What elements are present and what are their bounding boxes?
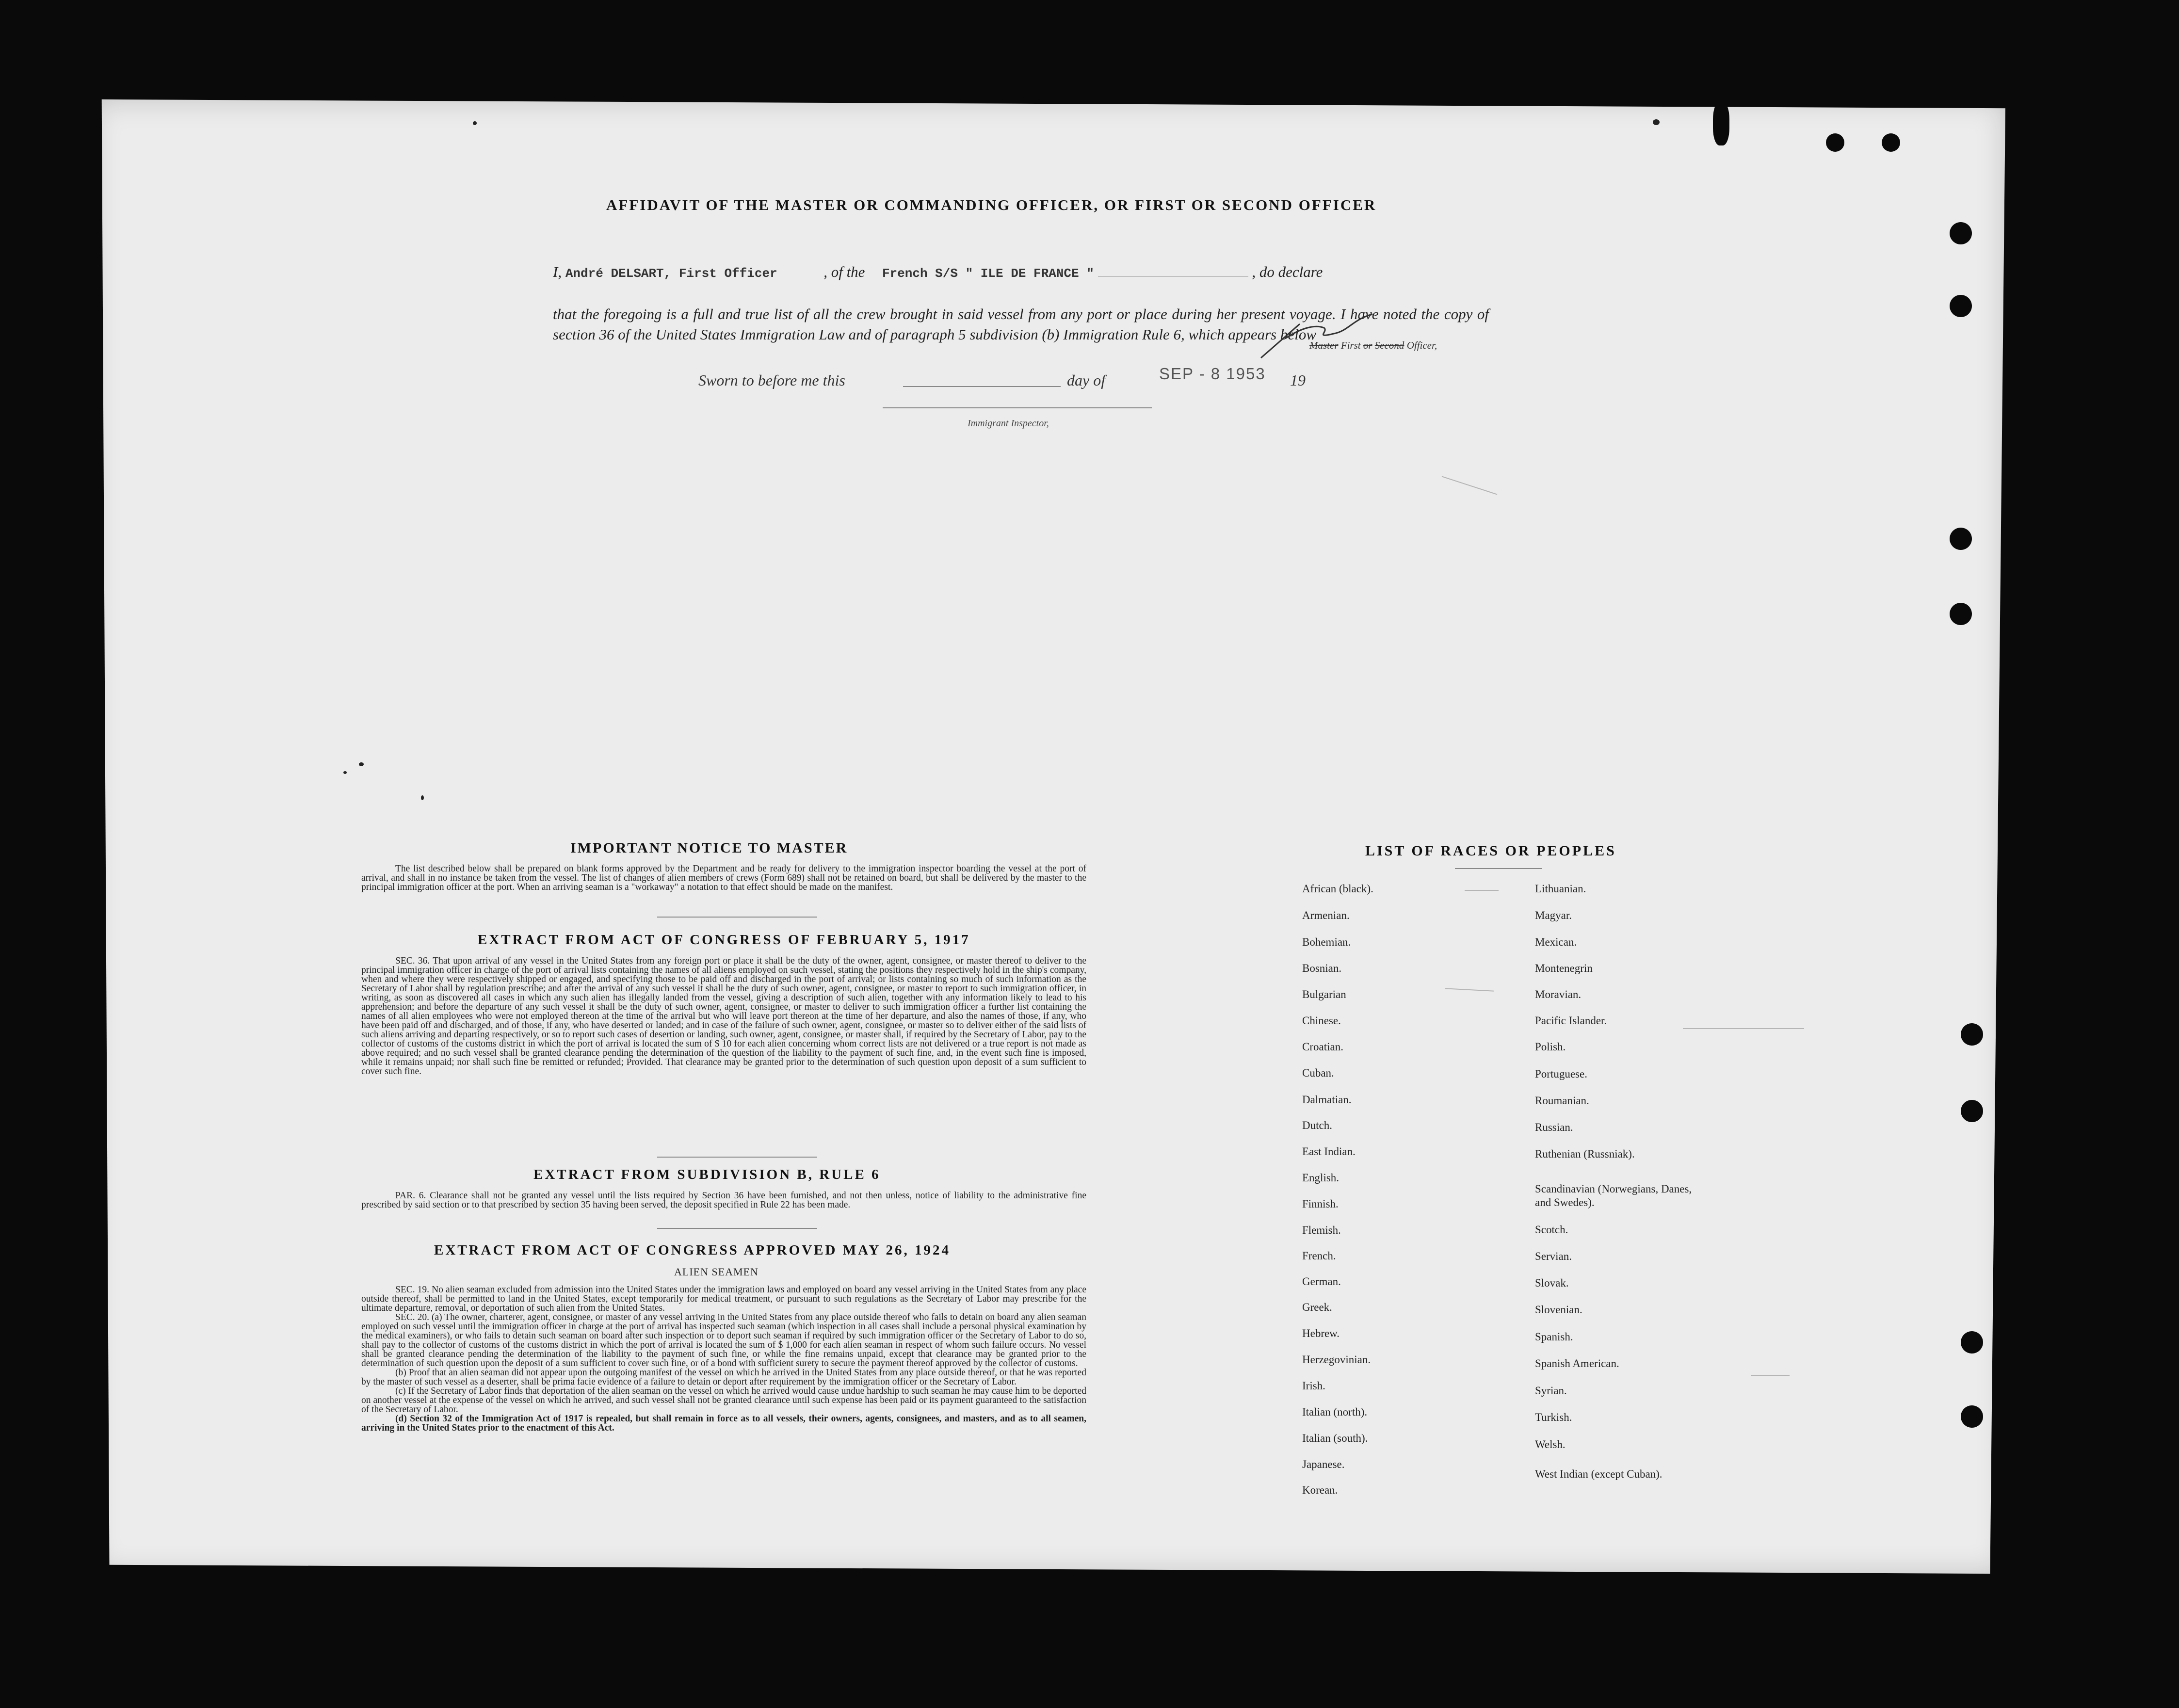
extract3-heading: EXTRACT FROM ACT OF CONGRESS APPROVED MAY 26, 1924 — [434, 1242, 951, 1258]
notice-heading: IMPORTANT NOTICE TO MASTER — [570, 840, 848, 856]
race-item: Polish. — [1535, 1041, 1566, 1053]
inspector-label: Immigrant Inspector, — [968, 418, 1049, 429]
officer-signature — [1256, 305, 1402, 363]
affidavit-i-label: I, — [553, 263, 562, 280]
races-rule — [1455, 868, 1542, 869]
race-item: Spanish American. — [1535, 1357, 1619, 1370]
races-heading: LIST OF RACES OR PEOPLES — [1365, 843, 1616, 859]
punch-hole-6 — [1950, 603, 1972, 625]
speck — [343, 771, 347, 774]
officer-title-line — [1309, 339, 1489, 352]
race-item: Greek. — [1302, 1301, 1332, 1313]
extract1-rule — [657, 1157, 817, 1158]
race-item: Bulgarian — [1302, 988, 1346, 1000]
punch-hole-9 — [1961, 1331, 1983, 1354]
officer-name: André DELSART, First Officer — [565, 266, 777, 281]
race-item: Pacific Islander. — [1535, 1015, 1607, 1027]
race-item: Bosnian. — [1302, 962, 1342, 974]
race-item: Servian. — [1535, 1250, 1572, 1262]
extract3-sec20c: (c) If the Secretary of Labor finds that deportation of the alien seaman on the vessel on which he arrived would cause undue hardship to such seaman he may cause him to be deported on another vessel at the expense of the vessel on which he arrived, and such vessel shall not be granted clearance until such expense has been paid or its payment guaranteed to the satisfaction of the Secretary of Labor. — [361, 1386, 1086, 1415]
faint-mark — [1683, 1028, 1804, 1029]
punch-hole-8 — [1961, 1100, 1983, 1122]
race-item: Moravian. — [1535, 988, 1582, 1000]
inspector-rule — [883, 407, 1152, 408]
race-item: Roumanian. — [1535, 1095, 1589, 1107]
speck — [421, 795, 424, 800]
vessel-name: French S/S " ILE DE FRANCE " — [882, 266, 1094, 281]
punch-hole-2 — [1882, 133, 1900, 152]
race-item: Chinese. — [1302, 1015, 1341, 1027]
race-item: French. — [1302, 1250, 1336, 1262]
race-item: Slovak. — [1535, 1277, 1569, 1289]
of-the-label: , of the — [823, 263, 865, 280]
race-item: Spanish. — [1535, 1331, 1573, 1343]
top-edge-tear — [1713, 102, 1729, 145]
race-item: Armenian. — [1302, 909, 1350, 921]
affidavit-title: AFFIDAVIT OF THE MASTER OR COMMANDING OFFICER, OR FIRST OR SECOND OFFICER — [606, 196, 1377, 213]
race-item: Slovenian. — [1535, 1304, 1582, 1316]
race-item: Dutch. — [1302, 1119, 1332, 1131]
extract2-body: PAR. 6. Clearance shall not be granted any vessel until the lists required by Section 36 have been furnished, and not then unless, notice of liability to the administrative fine prescribed by said section or to that prescribed by section 35 having been served, the deposit specified in Rule 22 has been made. — [361, 1191, 1086, 1210]
race-item: African (black). — [1302, 883, 1373, 895]
punch-hole-3 — [1950, 222, 1972, 244]
race-item: English. — [1302, 1172, 1340, 1184]
extract1-body: SEC. 36. That upon arrival of any vessel in the United States from any foreign port or place it shall be the duty of the owner, agent, consignee, or master thereof to deliver to the principal immigration officer in charge of the port of arrival lists containing the names of all aliens employed on such vessel, stating the positions they respectively hold in the ship's company, when and where they were respectively shipped or engaged, and specifying those to be paid off and discharged in the port of arrival; or lists containing so much of such information as the Secretary of Labor shall by regulation prescribe; and after the arrival of any such vessel it shall be the duty of such owner, agent, consignee, or master to report to such immigration officer, in writing, as soon as discovered all cases in which any such alien has illegally landed from the vessel, giving a description of such alien, together with any information likely to lead to his apprehension; and before the departure of any such vessel it shall be the duty of such owner, agent, consignee, or master to deliver to such immigration officer a further list containing the names of all alien employees who were not employed thereon at the time of the arrival but who will leave port thereon at the time of her departure, and also the names of those, if any, who have been paid off and discharged, and of those, if any, who have deserted or landed; and in case of the failure of such owner, agent, consignee, or master so to deliver either of the said lists of such aliens arriving and departing respectively, or so to report such cases of desertion or landing, such owner, agent, consignee, or master shall, if required by the Secretary of Labor, pay to the collector of customs of the customs district in which the port of arrival is located the sum of $ 10 for each alien concerning whom correct lists are not delivered or a true report is not made as above required; and no such vessel shall be granted clearance pending the determination of the question of the liability to the payment of such fine, and, in the event such fine is imposed, while it remains unpaid; nor shall such fine be remitted or refunded; Provided. That clearance may be granted prior to the determination of such question upon deposit of a sum sufficient to cover such fine. — [361, 956, 1086, 1077]
faint-mark — [1751, 1375, 1790, 1376]
notice-rule — [657, 917, 817, 918]
punch-hole-4 — [1950, 295, 1972, 317]
race-item: Cuban. — [1302, 1067, 1334, 1079]
race-item: Bohemian. — [1302, 936, 1351, 948]
race-item: Welsh. — [1535, 1438, 1566, 1450]
extract1-heading: EXTRACT FROM ACT OF CONGRESS OF FEBRUARY 5, 1917 — [478, 932, 970, 948]
race-item: Portuguese. — [1535, 1068, 1587, 1080]
race-item: East Indian. — [1302, 1145, 1356, 1158]
affidavit-first-line — [553, 262, 1489, 284]
race-item: Flemish. — [1302, 1224, 1341, 1236]
race-item: Magyar. — [1535, 909, 1572, 921]
extract3-sec19: SEC. 19. No alien seaman excluded from admission into the United States under the immigration laws and employed on board any vessel arriving in the United States from any place outside thereof, shall be permitted to land in the United States, except temporarily for medical treatment, or pursuant to such regulations as the Secretary of Labor may prescribe for the ultimate departure, removal, or deportation of such alien from the United States. — [361, 1285, 1086, 1313]
extract3-subheading: ALIEN SEAMEN — [674, 1266, 759, 1278]
speck — [473, 121, 477, 125]
sworn-label: Sworn to before me this — [698, 371, 845, 389]
faint-mark — [1465, 890, 1499, 891]
race-item: Irish. — [1302, 1380, 1325, 1392]
day-of-label: day of — [1067, 371, 1106, 389]
extract2-heading: EXTRACT FROM SUBDIVISION B, RULE 6 — [533, 1167, 881, 1182]
officer-title-master: Master — [1309, 339, 1339, 351]
race-item: Finnish. — [1302, 1198, 1339, 1210]
sworn-day-rule — [903, 386, 1061, 387]
race-item: Ruthenian (Russniak). — [1535, 1148, 1635, 1160]
race-item: Lithuanian. — [1535, 883, 1586, 895]
race-item: Herzegovinian. — [1302, 1354, 1371, 1366]
race-item: Italian (north). — [1302, 1406, 1368, 1418]
do-declare-label: , do declare — [1252, 263, 1323, 280]
race-item: Montenegrin — [1535, 962, 1593, 974]
extract3-body — [361, 1285, 1086, 1433]
punch-hole-5 — [1950, 528, 1972, 550]
extract3-sec20b: (b) Proof that an alien seaman did not appear upon the outgoing manifest of the vessel on which he arrived in the United States from any place outside thereof, or that he was reported by the master of such vessel as a deserter, shall be prima facie evidence of a failure to detain or deport after requirement by the immigration officer or the Secretary of Labor. — [361, 1368, 1086, 1387]
race-item: Turkish. — [1535, 1411, 1572, 1423]
notice-body: The list described below shall be prepared on blank forms approved by the Department and be ready for delivery to the immigration inspector boarding the vessel at the port of arrival, and shall in no instance be taken from the vessel. The list of changes of alien members of crews (Form 689) shall not be retained on board, but shall be delivered by the master to the principal immigration officer at the port. When an arriving seaman is a "workaway" a notation to that effect should be made on the manifest. — [361, 864, 1086, 892]
race-item: Russian. — [1535, 1121, 1573, 1133]
officer-title-second: Second — [1374, 339, 1404, 351]
year-label: 19 — [1290, 371, 1306, 389]
race-item: Scotch. — [1535, 1224, 1568, 1236]
race-item: West Indian (except Cuban). — [1535, 1468, 1662, 1480]
extract3-sec20d: (d) Section 32 of the Immigration Act of 1917 is repealed, but shall remain in force as to all vessels, their owners, agents, consignees, and masters, and as to all seamen, arriving in the United States prior to the enactment of this Act. — [361, 1414, 1086, 1433]
punch-hole-7 — [1961, 1023, 1983, 1046]
officer-title-first: First — [1340, 339, 1361, 351]
race-item: Italian (south). — [1302, 1432, 1368, 1444]
officer-title-suffix: Officer, — [1406, 339, 1437, 351]
race-item: Syrian. — [1535, 1385, 1567, 1397]
extract3-sec20a: SEC. 20. (a) The owner, charterer, agent, consignee, or master of any vessel arriving in the United States from any place outside thereof who fails to detain on board any alien seaman employed on such vessel until the immigration officer in charge at the port of arrival has inspected such seaman (which inspection in all cases shall include a personal physical examination by the medical examiners), or who fails to detain such seaman on board after such inspection or to deport such seaman if required by such immigration officer or the Secretary of Labor to do so, shall pay to the collector of customs of the customs district in which the port of arrival is located the sum of $ 1,000 for each alien seaman in respect of whom such failure occurs. No vessel shall be granted clearance pending the determination of the liability to the payment of such fine, or while the fine remains unpaid, except that clearance may be granted prior to the determination of such question upon the deposit of a sum sufficient to cover such fine, or of a bond with sufficient surety to secure the payment thereof approved by the collector of customs. — [361, 1312, 1086, 1369]
punch-hole-1 — [1826, 133, 1844, 152]
race-item: Dalmatian. — [1302, 1094, 1352, 1106]
race-item: Hebrew. — [1302, 1327, 1340, 1339]
stamped-date: SEP - 8 1953 — [1159, 365, 1266, 383]
officer-title-or: or — [1363, 339, 1372, 351]
speck — [1653, 119, 1660, 125]
race-item: Japanese. — [1302, 1458, 1345, 1470]
race-item: Croatian. — [1302, 1041, 1343, 1053]
race-item: Mexican. — [1535, 936, 1577, 948]
punch-hole-10 — [1961, 1405, 1983, 1428]
extract2-rule — [657, 1228, 817, 1229]
race-item: German. — [1302, 1275, 1341, 1288]
race-item: Korean. — [1302, 1484, 1338, 1496]
race-item: Scandinavian (Norwegians, Danes, and Swedes). — [1535, 1183, 1692, 1208]
speck — [359, 762, 364, 766]
affidavit-body: that the foregoing is a full and true list of all the crew brought in said vessel from any port or place during her present voyage. I have noted the copy of section 36 of the United States Immigration Law and of paragraph 5 subdivision (b) Immigration Rule 6, which appears below — [553, 306, 1489, 343]
